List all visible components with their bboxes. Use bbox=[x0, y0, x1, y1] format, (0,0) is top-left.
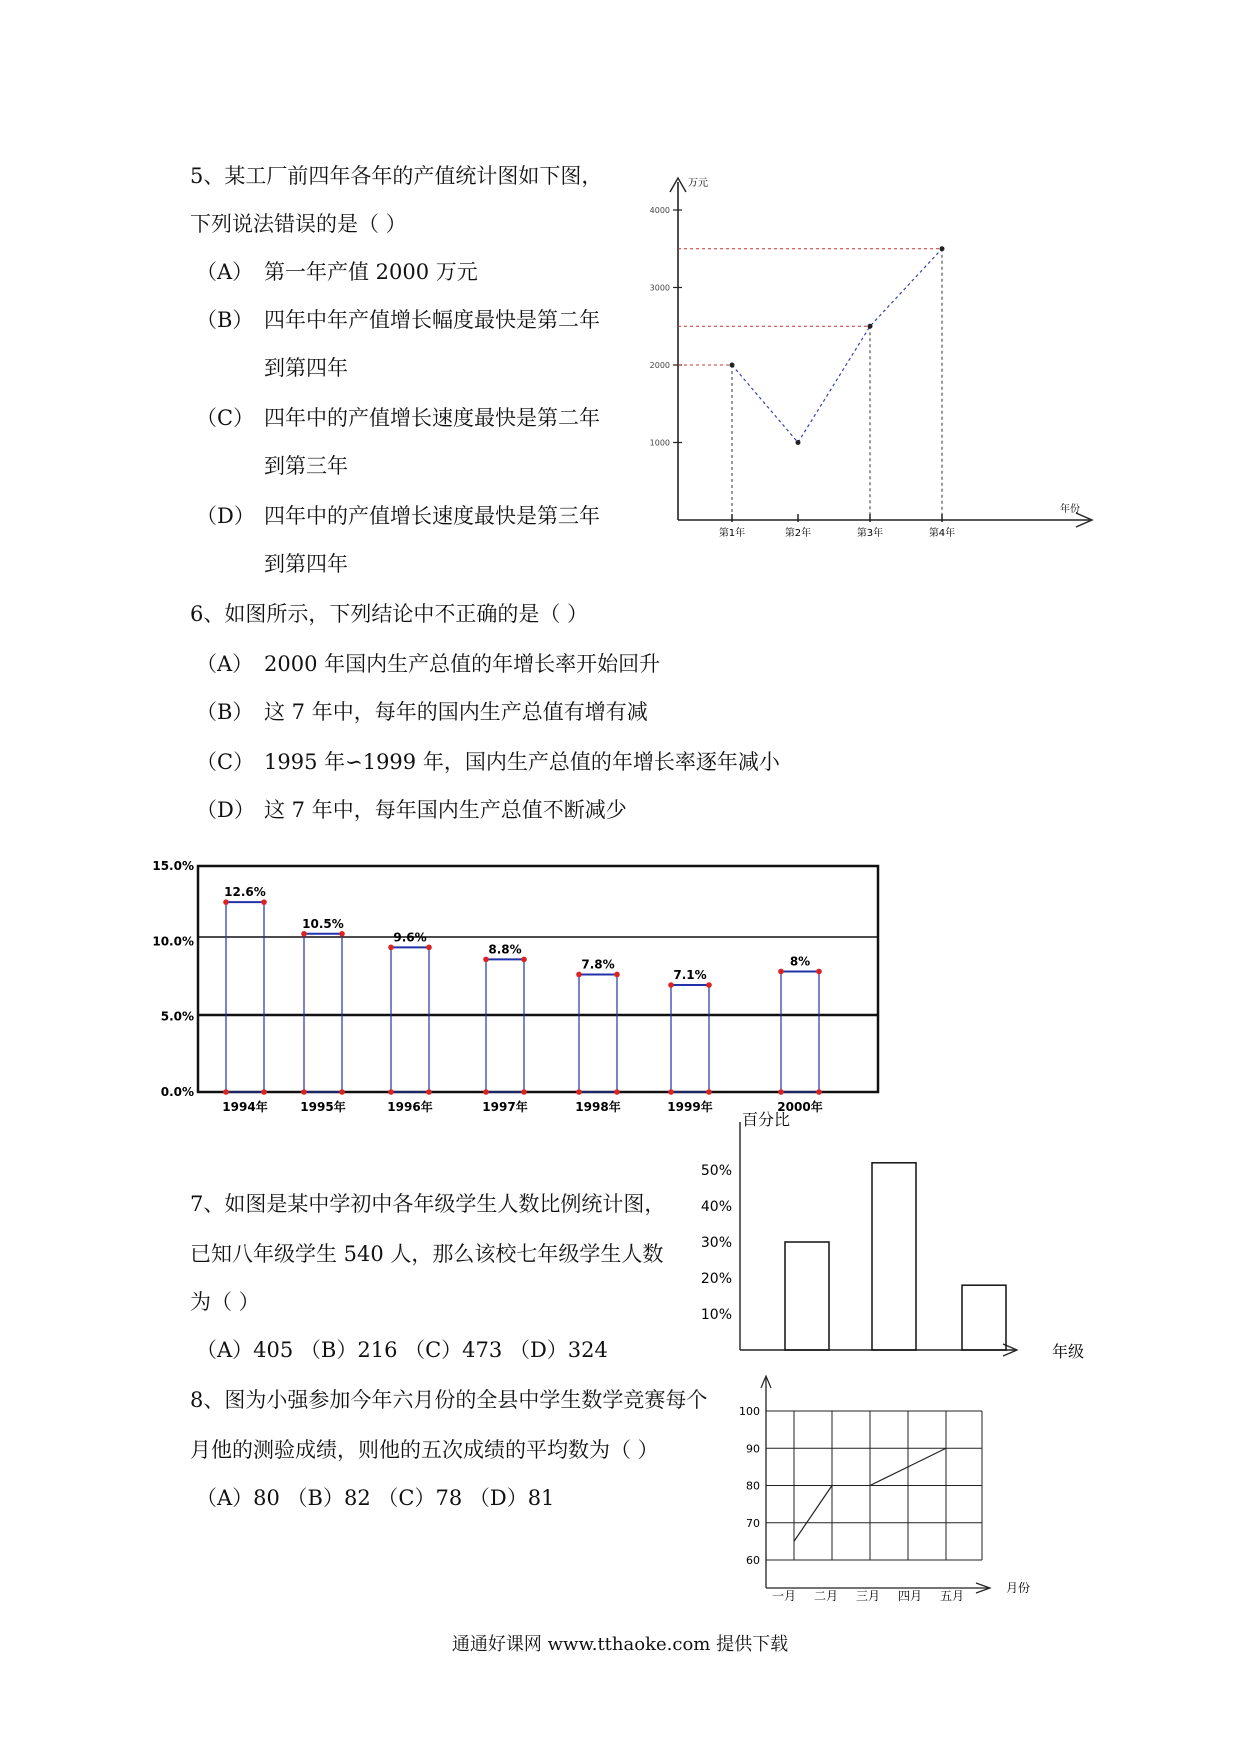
q6-x-tick-label: 2000年 bbox=[777, 1100, 823, 1114]
q6-bar-corner-dot bbox=[388, 945, 394, 951]
q5-x-axis-label: 年份 bbox=[1060, 504, 1080, 515]
q7-stem-line2: 已知八年级学生 540 人，那么该校七年级学生人数 bbox=[190, 1242, 664, 1266]
q5-output-line bbox=[732, 249, 942, 443]
q6-bar-corner-dot bbox=[339, 931, 345, 937]
q7-y-tick-label: 10% bbox=[700, 1307, 732, 1323]
q7-stem-line3: 为（ ） bbox=[190, 1290, 260, 1314]
q6-y-tick-label: 10.0% bbox=[152, 934, 194, 949]
q6-bar-corner-dot bbox=[668, 982, 674, 988]
q6-bar-corner-dot bbox=[778, 1089, 784, 1095]
q5-x-tick-label: 第3年 bbox=[856, 528, 884, 539]
q7-y-tick-label: 30% bbox=[700, 1235, 732, 1251]
q5-option-b-label: （B） bbox=[196, 308, 254, 332]
q6-bar-corner-dot bbox=[668, 1089, 674, 1095]
q5-option-b-text-cont: 到第四年 bbox=[264, 356, 348, 380]
q6-bar-corner-dot bbox=[483, 1089, 489, 1095]
q6-data-label: 9.6% bbox=[393, 930, 427, 945]
q7-y-tick-label: 20% bbox=[700, 1271, 732, 1287]
q6-bar bbox=[671, 985, 709, 1092]
q6-bar-corner-dot bbox=[483, 957, 489, 963]
q6-bar-corner-dot bbox=[261, 1089, 267, 1095]
q6-x-tick-label: 1996年 bbox=[387, 1100, 433, 1114]
q6-bar-corner-dot bbox=[816, 1089, 822, 1095]
q6-bar-corner-dot bbox=[223, 1089, 229, 1095]
q6-option-b-label: （B） bbox=[196, 700, 254, 724]
q6-x-tick-label: 1999年 bbox=[667, 1100, 713, 1114]
q5-data-point bbox=[940, 246, 945, 251]
q6-y-tick-label: 5.0% bbox=[160, 1009, 194, 1024]
q8-y-tick-label: 60 bbox=[746, 1554, 760, 1567]
q8-x-tick-label: 一月 bbox=[771, 1589, 797, 1603]
q7-y-axis-label: 百分比 bbox=[742, 1110, 791, 1129]
q6-data-label: 7.1% bbox=[673, 968, 707, 983]
q6-bar bbox=[781, 971, 819, 1092]
q5-option-d-text-cont: 到第四年 bbox=[264, 552, 348, 576]
q7-y-tick-label: 50% bbox=[700, 1163, 732, 1179]
q8-x-tick-label: 五月 bbox=[939, 1589, 965, 1603]
q6-stem: 6、如图所示，下列结论中不正确的是（ ） bbox=[190, 602, 589, 626]
q5-y-axis-label: 万元 bbox=[688, 178, 708, 189]
q6-bar-corner-dot bbox=[223, 899, 229, 905]
q6-bar bbox=[579, 974, 617, 1092]
q5-y-tick-label: 4000 bbox=[649, 206, 670, 215]
q7-choices: （A）405 （B）216 （C）473 （D）324 bbox=[196, 1338, 608, 1362]
q6-bar-corner-dot bbox=[816, 969, 822, 975]
q5-data-point bbox=[868, 324, 873, 329]
q5-y-tick-label: 1000 bbox=[649, 438, 670, 448]
q6-bar-corner-dot bbox=[521, 957, 527, 963]
q8-x-tick-label: 二月 bbox=[813, 1589, 839, 1603]
q6-x-tick-label: 1995年 bbox=[300, 1100, 346, 1114]
q6-y-tick-label: 0.0% bbox=[160, 1085, 194, 1099]
q5-y-tick-label: 2000 bbox=[649, 361, 670, 370]
q6-bar-corner-dot bbox=[706, 982, 712, 988]
q8-score-chart bbox=[720, 1370, 1040, 1610]
q6-data-label: 10.5% bbox=[302, 916, 344, 931]
q8-x-tick-label: 三月 bbox=[855, 1589, 881, 1603]
q6-bar bbox=[486, 959, 524, 1092]
q6-data-label: 12.6% bbox=[224, 885, 266, 900]
q8-y-tick-label: 100 bbox=[739, 1405, 760, 1418]
q5-option-c-label: （C） bbox=[196, 406, 255, 430]
q6-bar-corner-dot bbox=[778, 969, 784, 975]
q7-stem-line1: 7、如图是某中学初中各年级学生人数比例统计图， bbox=[190, 1192, 666, 1216]
q6-option-c-text: 1995 年∽1999 年，国内生产总值的年增长率逐年减小 bbox=[264, 750, 780, 774]
q8-y-tick-label: 80 bbox=[746, 1479, 760, 1493]
q7-bar bbox=[872, 1163, 916, 1350]
q6-bar-corner-dot bbox=[339, 1089, 345, 1095]
q6-option-c-label: （C） bbox=[196, 750, 255, 774]
q6-bar-corner-dot bbox=[576, 972, 582, 978]
q5-output-chart bbox=[640, 170, 1110, 550]
q5-option-a-label: （A） bbox=[196, 260, 254, 284]
q5-option-c-text: 四年中的产值增长速度最快是第二年 bbox=[264, 406, 600, 430]
q5-option-c-text-cont: 到第三年 bbox=[264, 454, 348, 478]
q6-bar-corner-dot bbox=[261, 899, 267, 905]
q6-bar-corner-dot bbox=[614, 972, 620, 978]
q5-option-b-text: 四年中年产值增长幅度最快是第二年 bbox=[264, 308, 600, 332]
q7-bar bbox=[962, 1285, 1006, 1350]
q6-bar-corner-dot bbox=[301, 1089, 307, 1095]
q6-bar-corner-dot bbox=[706, 1089, 712, 1095]
q5-x-tick-label: 第1年 bbox=[718, 528, 746, 539]
q5-stem-line1: 5、某工厂前四年各年的产值统计图如下图， bbox=[190, 164, 603, 188]
q6-plot-frame bbox=[198, 866, 878, 1092]
q6-data-label: 8.8% bbox=[488, 942, 522, 957]
q6-bar-corner-dot bbox=[388, 1089, 394, 1095]
q8-y-tick-label: 70 bbox=[746, 1516, 760, 1530]
q6-x-tick-label: 1994年 bbox=[222, 1100, 268, 1114]
q8-stem-line1: 8、图为小强参加今年六月份的全县中学生数学竞赛每个 bbox=[190, 1388, 708, 1412]
q6-bar-corner-dot bbox=[426, 945, 432, 951]
q7-grade-percentage-chart bbox=[690, 1110, 1110, 1370]
q8-x-tick-label: 四月 bbox=[897, 1589, 923, 1603]
q6-bar bbox=[226, 902, 264, 1092]
q6-option-d-text: 这 7 年中，每年国内生产总值不断减少 bbox=[264, 798, 627, 822]
q6-x-tick-label: 1997年 bbox=[482, 1100, 528, 1114]
q6-bar-corner-dot bbox=[426, 1089, 432, 1095]
q8-y-tick-label: 90 bbox=[746, 1442, 760, 1456]
q5-x-tick-label: 第2年 bbox=[784, 528, 812, 539]
q5-data-point bbox=[730, 363, 735, 368]
q7-y-tick-label: 40% bbox=[700, 1199, 732, 1215]
q6-bar bbox=[304, 934, 342, 1092]
q6-x-tick-label: 1998年 bbox=[575, 1100, 621, 1114]
q5-stem-line2: 下列说法错误的是（ ） bbox=[190, 212, 407, 236]
q5-option-a-text: 第一年产值 2000 万元 bbox=[264, 260, 478, 284]
q7-bar bbox=[785, 1242, 829, 1350]
q6-bar-corner-dot bbox=[614, 1089, 620, 1095]
q5-y-tick-label: 3000 bbox=[649, 283, 670, 293]
q6-option-a-label: （A） bbox=[196, 652, 254, 676]
q6-data-label: 8% bbox=[789, 954, 811, 969]
q6-bar-corner-dot bbox=[301, 931, 307, 937]
q6-bar bbox=[391, 947, 429, 1092]
q5-x-tick-label: 第4年 bbox=[928, 528, 956, 539]
q8-stem-line2: 月他的测验成绩，则他的五次成绩的平均数为（ ） bbox=[190, 1438, 659, 1462]
q8-choices: （A）80 （B）82 （C）78 （D）81 bbox=[196, 1486, 555, 1510]
q6-y-tick-label: 15.0% bbox=[152, 859, 194, 873]
q6-bar-corner-dot bbox=[521, 1089, 527, 1095]
q5-data-point bbox=[796, 440, 801, 445]
q6-growth-rate-chart bbox=[140, 852, 900, 1120]
q6-bar-corner-dot bbox=[576, 1089, 582, 1095]
q8-x-axis-label: 月份 bbox=[1006, 1581, 1031, 1595]
q6-option-a-text: 2000 年国内生产总值的年增长率开始回升 bbox=[264, 652, 661, 676]
q5-option-d-text: 四年中的产值增长速度最快是第三年 bbox=[264, 504, 600, 528]
q6-data-label: 7.8% bbox=[581, 957, 615, 972]
q5-option-d-label: （D） bbox=[196, 504, 255, 528]
q8-score-line-segment-1 bbox=[794, 1486, 832, 1542]
page-footer: 通通好课网 www.tthaoke.com 提供下载 bbox=[451, 1634, 789, 1655]
q7-x-axis-label: 年级 bbox=[1052, 1342, 1085, 1361]
q6-option-b-text: 这 7 年中，每年的国内生产总值有增有减 bbox=[264, 700, 648, 724]
q6-option-d-label: （D） bbox=[196, 798, 255, 822]
